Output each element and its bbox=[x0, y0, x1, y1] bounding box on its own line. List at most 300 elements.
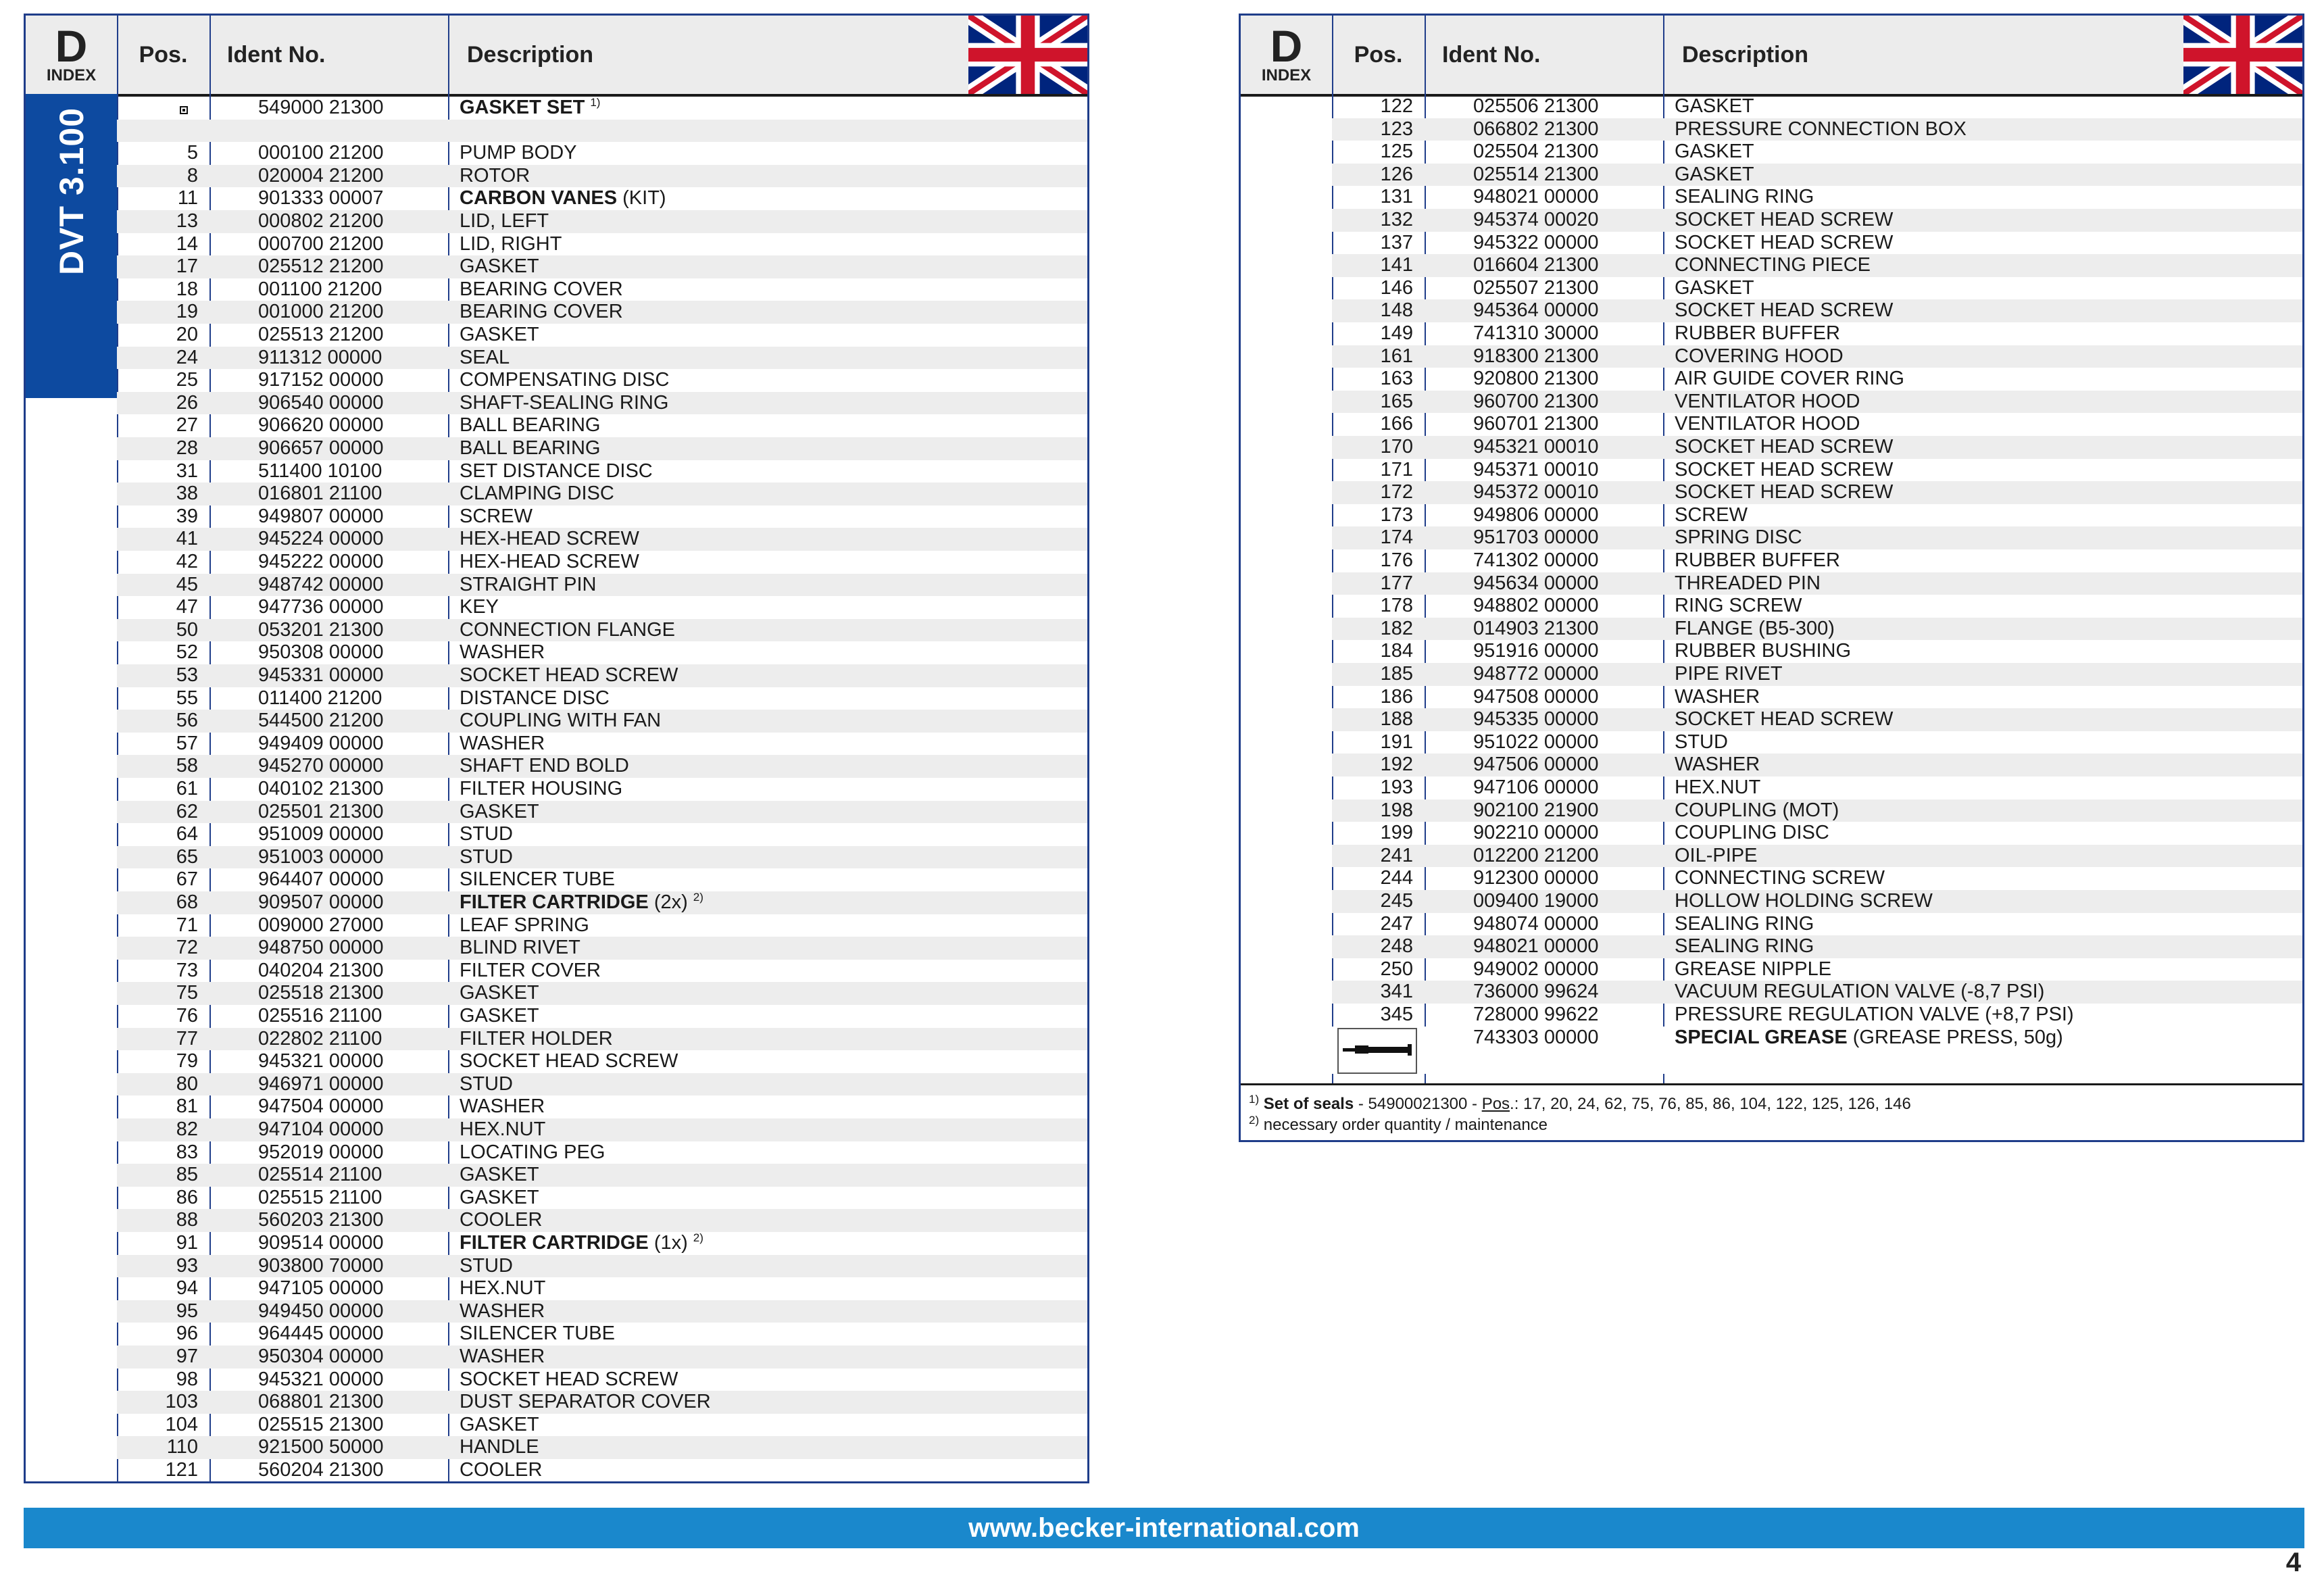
row-ident: 025507 21300 bbox=[1473, 276, 1599, 299]
footnote-1-title: Set of seals bbox=[1263, 1095, 1354, 1113]
table-row bbox=[117, 982, 1087, 1005]
header-pos: Pos. bbox=[1354, 41, 1403, 68]
row-description bbox=[448, 392, 674, 415]
row-ident: 014903 21300 bbox=[1473, 617, 1599, 639]
row-pos: 341 bbox=[1380, 981, 1413, 1003]
row-pos: 103 bbox=[165, 1391, 198, 1413]
row-ident: 964445 00000 bbox=[258, 1323, 384, 1345]
row-pos: 110 bbox=[166, 1436, 198, 1458]
row-pos: 19 bbox=[176, 301, 198, 323]
table-row bbox=[117, 574, 1087, 597]
table-row bbox=[1332, 754, 2302, 776]
row-pos: 137 bbox=[1380, 231, 1413, 253]
row-description-text: HEX.NUT bbox=[1675, 776, 1761, 798]
row-ident: 022802 21100 bbox=[258, 1027, 382, 1050]
row-pos: 245 bbox=[1380, 890, 1413, 912]
row-description bbox=[448, 324, 545, 347]
footnote-2-text: necessary order quantity / maintenance bbox=[1259, 1116, 1548, 1134]
row-description-text: SEALING RING bbox=[1675, 912, 1814, 935]
row-pos: 184 bbox=[1380, 640, 1413, 662]
row-description-text: FILTER HOLDER bbox=[460, 1027, 613, 1050]
row-description-text: PRESSURE REGULATION VALVE (+8,7 PSI) bbox=[1675, 1004, 2074, 1025]
row-pos: 163 bbox=[1380, 368, 1413, 390]
table-row bbox=[117, 255, 1087, 278]
table-row bbox=[1332, 686, 2302, 709]
row-ident: 945321 00000 bbox=[258, 1368, 384, 1390]
row-description-text: RUBBER BUSHING bbox=[1675, 640, 1852, 662]
row-ident: 025515 21100 bbox=[258, 1186, 382, 1208]
row-description bbox=[1663, 822, 1835, 845]
row-description bbox=[1663, 549, 1846, 572]
table-row bbox=[1332, 209, 2302, 232]
row-description-text: THREADED PIN bbox=[1675, 572, 1821, 594]
table-row bbox=[117, 868, 1087, 891]
row-description-text: DISTANCE DISC bbox=[460, 687, 610, 709]
row-pos: 248 bbox=[1380, 935, 1413, 958]
row-footnote-ref: 2) bbox=[693, 891, 703, 904]
table-row bbox=[117, 733, 1087, 756]
row-pos: 82 bbox=[176, 1118, 198, 1140]
row-description-text: SHAFT-SEALING RING bbox=[460, 391, 669, 414]
table-row bbox=[117, 97, 1087, 120]
row-pos: 146 bbox=[1380, 276, 1413, 299]
row-pos: 123 bbox=[1380, 118, 1413, 140]
row-pos: 50 bbox=[176, 618, 198, 641]
table-row bbox=[117, 1414, 1087, 1437]
row-description bbox=[448, 165, 535, 188]
row-description-text: ROTOR bbox=[460, 164, 530, 187]
table-row bbox=[117, 1005, 1087, 1028]
row-description-text: LEAF SPRING bbox=[460, 914, 589, 936]
row-description bbox=[448, 460, 658, 483]
row-description bbox=[1663, 981, 2050, 1004]
table-row bbox=[117, 1300, 1087, 1323]
row-ident: 741310 30000 bbox=[1473, 322, 1599, 344]
index-letter: D bbox=[1270, 21, 1303, 71]
row-ident: 917152 00000 bbox=[258, 369, 384, 391]
row-description bbox=[1663, 776, 1766, 799]
row-description bbox=[448, 574, 602, 597]
row-description bbox=[448, 1459, 547, 1482]
row-pos: 148 bbox=[1380, 299, 1413, 322]
row-footnote-ref: 1) bbox=[590, 96, 601, 109]
row-pos: 79 bbox=[176, 1050, 198, 1072]
row-description bbox=[1663, 595, 1808, 618]
row-description bbox=[1663, 890, 1938, 913]
row-description bbox=[1663, 413, 1865, 436]
row-ident: 025504 21300 bbox=[1473, 141, 1599, 163]
table-row bbox=[1332, 981, 2302, 1004]
row-description bbox=[448, 687, 615, 710]
row-description-text: WASHER bbox=[460, 1346, 545, 1367]
table-row bbox=[117, 483, 1087, 506]
row-description-text: GASKET bbox=[460, 255, 539, 278]
row-ident: 741302 00000 bbox=[1473, 549, 1599, 571]
uk-flag-icon bbox=[2183, 16, 2302, 94]
row-ident: 945270 00000 bbox=[258, 755, 384, 777]
row-description-text: COOLER bbox=[460, 1459, 543, 1481]
row-description bbox=[448, 437, 605, 460]
table-row bbox=[117, 1277, 1087, 1300]
table-row bbox=[117, 687, 1087, 710]
row-pos: 17 bbox=[176, 255, 198, 278]
row-description bbox=[1663, 845, 1763, 868]
row-description-text: WASHER bbox=[1675, 754, 1760, 776]
table-row bbox=[1332, 459, 2302, 482]
row-description-text: PUMP BODY bbox=[460, 142, 577, 164]
row-description-text: SEAL bbox=[460, 346, 510, 368]
row-description-text: GASKET bbox=[1675, 163, 1754, 185]
table-row bbox=[1332, 186, 2302, 209]
row-description bbox=[1663, 95, 1760, 118]
row-ident: 945371 00010 bbox=[1473, 458, 1599, 480]
row-description bbox=[448, 1323, 620, 1346]
row-ident: 950304 00000 bbox=[258, 1346, 384, 1367]
row-description-text: HEX.NUT bbox=[460, 1277, 546, 1300]
row-pos: 77 bbox=[176, 1027, 198, 1050]
row-pos: 73 bbox=[176, 959, 198, 981]
row-pos: 191 bbox=[1380, 731, 1413, 753]
row-description bbox=[1663, 1027, 2069, 1050]
row-pos: 42 bbox=[176, 551, 198, 572]
table-row bbox=[1332, 1004, 2302, 1027]
table-row bbox=[1332, 708, 2302, 731]
row-description bbox=[1663, 277, 1760, 300]
row-description-text: STRAIGHT PIN bbox=[460, 573, 597, 595]
row-description bbox=[1663, 663, 1788, 686]
row-pos: 85 bbox=[176, 1164, 198, 1186]
table-row bbox=[117, 347, 1087, 370]
row-ident: 960701 21300 bbox=[1473, 413, 1599, 435]
row-description-text: PRESSURE CONNECTION BOX bbox=[1675, 118, 1967, 140]
row-ident: 911312 00000 bbox=[258, 346, 382, 368]
row-description-text: KEY bbox=[460, 596, 499, 618]
footer-bar bbox=[24, 1508, 2304, 1548]
row-description bbox=[1663, 322, 1846, 345]
row-description bbox=[448, 1255, 518, 1278]
row-ident: 001100 21200 bbox=[258, 278, 382, 300]
table-row bbox=[117, 937, 1087, 960]
table-row bbox=[1332, 299, 2302, 322]
table-row bbox=[117, 392, 1087, 415]
row-description-text: SPRING DISC bbox=[1675, 526, 1802, 549]
row-description-text: (2x) bbox=[648, 891, 688, 913]
row-description bbox=[448, 619, 681, 642]
row-description-text: GREASE NIPPLE bbox=[1675, 958, 1832, 980]
row-ident: 949409 00000 bbox=[258, 732, 384, 754]
header-description: Description bbox=[1682, 41, 1809, 68]
table-row bbox=[117, 710, 1087, 733]
row-description bbox=[448, 891, 703, 914]
set-marker-icon bbox=[180, 106, 188, 114]
row-description bbox=[448, 1209, 547, 1232]
row-description bbox=[448, 301, 628, 324]
row-pos: 75 bbox=[176, 982, 198, 1004]
row-description bbox=[448, 755, 635, 778]
row-ident: 066802 21300 bbox=[1473, 118, 1599, 140]
row-description bbox=[1663, 164, 1760, 187]
row-description bbox=[448, 846, 518, 869]
table-row bbox=[117, 324, 1087, 347]
footnote-1-marker: 1) bbox=[1249, 1093, 1260, 1106]
row-pos: 8 bbox=[187, 164, 198, 187]
row-description-text: SOCKET HEAD SCREW bbox=[460, 664, 678, 686]
row-pos: 62 bbox=[176, 800, 198, 822]
row-footnote-ref: 2) bbox=[693, 1231, 703, 1245]
row-description bbox=[448, 233, 567, 256]
row-description-text: GASKET bbox=[460, 1186, 539, 1208]
row-description bbox=[1663, 254, 1876, 277]
row-ident: 011400 21200 bbox=[258, 687, 382, 709]
row-description-text: BEARING COVER bbox=[460, 278, 623, 300]
row-pos: 250 bbox=[1380, 958, 1413, 980]
table-row bbox=[117, 437, 1087, 460]
row-description bbox=[1663, 935, 1819, 958]
table-row bbox=[117, 1255, 1087, 1278]
row-description bbox=[1663, 618, 1840, 641]
index-cell bbox=[26, 16, 117, 94]
row-description-text: SOCKET HEAD SCREW bbox=[1675, 299, 1894, 322]
row-ident: 945372 00010 bbox=[1473, 481, 1599, 503]
row-pos: 165 bbox=[1380, 390, 1413, 412]
row-ident: 053201 21300 bbox=[258, 618, 384, 641]
table-row bbox=[1332, 845, 2302, 868]
table-row bbox=[117, 301, 1087, 324]
footer-url-link[interactable]: www.becker-international.com bbox=[968, 1512, 1360, 1543]
row-ident: 025518 21300 bbox=[258, 982, 384, 1004]
row-description-text: GASKET bbox=[460, 800, 539, 822]
row-ident: 025516 21100 bbox=[258, 1005, 382, 1027]
table-row bbox=[1332, 799, 2302, 822]
row-description bbox=[1663, 867, 1890, 890]
table-row bbox=[117, 823, 1087, 846]
row-ident: 949450 00000 bbox=[258, 1300, 384, 1322]
row-pos: 76 bbox=[176, 1005, 198, 1027]
table-row bbox=[117, 891, 1087, 914]
row-ident: 947736 00000 bbox=[258, 596, 384, 618]
row-ident: 947504 00000 bbox=[258, 1095, 384, 1118]
row-pos: 121 bbox=[165, 1459, 198, 1481]
row-ident: 012200 21200 bbox=[1473, 844, 1599, 866]
row-description bbox=[448, 914, 595, 937]
row-description-text: (GREASE PRESS, 50g) bbox=[1847, 1026, 2063, 1048]
row-ident: 947104 00000 bbox=[258, 1118, 384, 1140]
row-description-text: STUD bbox=[1675, 731, 1728, 753]
row-description-text: WASHER bbox=[460, 1095, 545, 1118]
row-pos: 126 bbox=[1380, 163, 1413, 185]
row-ident: 921500 50000 bbox=[258, 1436, 384, 1458]
table-row bbox=[117, 619, 1087, 642]
row-description-text: RING SCREW bbox=[1675, 595, 1802, 617]
row-ident: 000802 21200 bbox=[258, 210, 384, 232]
row-description-text: HEX.NUT bbox=[460, 1118, 546, 1140]
table-row bbox=[1332, 413, 2302, 436]
row-description bbox=[448, 1118, 551, 1141]
row-pos: 47 bbox=[176, 596, 198, 618]
row-description-text: LID, RIGHT bbox=[460, 232, 562, 255]
row-description bbox=[448, 1232, 703, 1255]
row-pos bbox=[117, 97, 198, 120]
row-description bbox=[1663, 391, 1865, 414]
row-pos: 27 bbox=[176, 414, 198, 437]
row-ident: 950308 00000 bbox=[258, 641, 384, 664]
table-row bbox=[117, 801, 1087, 824]
row-ident: 511400 10100 bbox=[258, 460, 382, 482]
table-row bbox=[117, 1187, 1087, 1210]
row-description bbox=[448, 278, 628, 301]
row-description bbox=[448, 1095, 550, 1118]
row-pos: 80 bbox=[176, 1072, 198, 1095]
row-description bbox=[448, 596, 504, 619]
table-row bbox=[117, 1141, 1087, 1164]
row-description-text: SOCKET HEAD SCREW bbox=[1675, 231, 1894, 253]
row-pos: 58 bbox=[176, 755, 198, 777]
row-description-text: SOCKET HEAD SCREW bbox=[1675, 209, 1894, 230]
row-pos: 31 bbox=[176, 460, 198, 482]
table-row bbox=[1332, 118, 2302, 141]
row-pos: 67 bbox=[176, 868, 198, 891]
row-ident: 945222 00000 bbox=[258, 551, 384, 572]
row-description-text: SOCKET HEAD SCREW bbox=[1675, 458, 1894, 480]
row-ident: 945322 00000 bbox=[1473, 231, 1599, 253]
row-description-text: FILTER COVER bbox=[460, 959, 601, 981]
row-ident: 951916 00000 bbox=[1473, 640, 1599, 662]
row-pos: 176 bbox=[1380, 549, 1413, 571]
row-ident: 964407 00000 bbox=[258, 868, 384, 891]
row-description bbox=[448, 506, 538, 528]
row-description-text: HOLLOW HOLDING SCREW bbox=[1675, 890, 1933, 912]
table-row bbox=[1332, 277, 2302, 300]
row-description bbox=[1663, 1004, 2079, 1027]
header-pos: Pos. bbox=[139, 41, 188, 68]
row-ident: 000100 21200 bbox=[258, 142, 384, 164]
row-description bbox=[448, 347, 515, 370]
row-pos: 96 bbox=[176, 1323, 198, 1345]
row-pos: 173 bbox=[1380, 503, 1413, 526]
row-ident: 952019 00000 bbox=[258, 1141, 384, 1163]
table-row bbox=[117, 1369, 1087, 1391]
row-description-text: CONNECTING PIECE bbox=[1675, 254, 1871, 276]
table-row bbox=[117, 1459, 1087, 1482]
footnotes bbox=[1241, 1083, 2302, 1140]
table-row bbox=[1332, 164, 2302, 187]
row-description bbox=[1663, 232, 1898, 255]
table-row bbox=[117, 369, 1087, 392]
row-pos: 161 bbox=[1380, 345, 1413, 367]
row-description bbox=[1663, 754, 1765, 776]
row-pos: 52 bbox=[176, 641, 198, 664]
table-row bbox=[1332, 822, 2302, 845]
row-pos: 24 bbox=[176, 346, 198, 368]
table-row bbox=[117, 1323, 1087, 1346]
row-description-text: WASHER bbox=[460, 732, 545, 754]
grease-press-icon bbox=[1337, 1028, 1417, 1074]
row-ident: 951703 00000 bbox=[1473, 526, 1599, 549]
row-pos: 26 bbox=[176, 391, 198, 414]
table-row bbox=[1332, 640, 2302, 663]
row-pos: 93 bbox=[176, 1254, 198, 1277]
table-row bbox=[1332, 504, 2302, 527]
row-ident: 909507 00000 bbox=[258, 891, 384, 913]
row-ident: 960700 21300 bbox=[1473, 390, 1599, 412]
row-description-bold: GASKET SET bbox=[460, 97, 585, 118]
row-description-text: SOCKET HEAD SCREW bbox=[460, 1368, 678, 1390]
footnote-1-text-b: .: 17, 20, 24, 62, 75, 76, 85, 86, 104, 122, 125, 126, 146 bbox=[1510, 1095, 1911, 1113]
row-ident: 001000 21200 bbox=[258, 301, 384, 323]
row-description-text: SOCKET HEAD SCREW bbox=[1675, 436, 1894, 458]
row-ident: 902100 21900 bbox=[1473, 799, 1599, 821]
row-description bbox=[448, 483, 620, 506]
row-description bbox=[448, 1141, 610, 1164]
row-ident: 948772 00000 bbox=[1473, 663, 1599, 685]
header-ident: Ident No. bbox=[227, 41, 326, 68]
table-row bbox=[1332, 776, 2302, 799]
row-description bbox=[1663, 958, 1837, 981]
row-pos: 170 bbox=[1380, 436, 1413, 458]
row-pos: 56 bbox=[176, 710, 198, 732]
row-ident: 945374 00020 bbox=[1473, 209, 1599, 230]
table-row bbox=[1332, 618, 2302, 641]
table-row bbox=[1332, 481, 2302, 504]
row-description bbox=[1663, 504, 1753, 527]
row-pos: 185 bbox=[1380, 663, 1413, 685]
row-description-text: STUD bbox=[460, 1072, 513, 1095]
row-pos: 71 bbox=[176, 914, 198, 936]
row-description bbox=[448, 1300, 550, 1323]
row-description bbox=[448, 733, 550, 756]
row-pos: 199 bbox=[1380, 822, 1413, 844]
parts-table-left bbox=[24, 14, 1089, 1483]
row-pos: 174 bbox=[1380, 526, 1413, 549]
row-ident: 560204 21300 bbox=[258, 1459, 384, 1481]
table-row bbox=[117, 120, 1087, 143]
table-row bbox=[117, 187, 1087, 210]
row-description bbox=[1663, 345, 1849, 368]
row-description-text: SOCKET HEAD SCREW bbox=[1675, 481, 1894, 503]
row-description-text: COMPENSATING DISC bbox=[460, 369, 670, 391]
row-description-bold: FILTER CARTRIDGE bbox=[460, 1232, 649, 1254]
table-row bbox=[1332, 913, 2302, 936]
row-pos: 193 bbox=[1380, 776, 1413, 798]
row-description bbox=[448, 1436, 545, 1459]
row-ident: 016801 21100 bbox=[258, 483, 382, 505]
row-ident: 948021 00000 bbox=[1473, 935, 1599, 958]
table-row bbox=[117, 506, 1087, 528]
row-pos: 198 bbox=[1380, 799, 1413, 821]
row-ident: 902210 00000 bbox=[1473, 822, 1599, 844]
row-pos: 13 bbox=[176, 210, 198, 232]
row-description-text: FILTER HOUSING bbox=[460, 778, 623, 799]
table-row bbox=[1332, 526, 2302, 549]
row-pos: 98 bbox=[176, 1368, 198, 1390]
table-row bbox=[1332, 549, 2302, 572]
row-pos: 28 bbox=[176, 437, 198, 459]
row-description bbox=[448, 868, 620, 891]
table-row bbox=[1332, 958, 2302, 981]
table-row bbox=[117, 1118, 1087, 1141]
row-ident: 912300 00000 bbox=[1473, 867, 1599, 889]
footnote-1-text-a: - 54900021300 - bbox=[1354, 1095, 1482, 1113]
table-row bbox=[117, 596, 1087, 619]
row-description-text: STUD bbox=[460, 845, 513, 868]
row-pos: 83 bbox=[176, 1141, 198, 1163]
table-row bbox=[117, 960, 1087, 983]
row-pos: 72 bbox=[176, 937, 198, 959]
row-description-text: SOCKET HEAD SCREW bbox=[460, 1050, 678, 1072]
row-ident: 945321 00000 bbox=[258, 1050, 384, 1072]
row-ident: 949806 00000 bbox=[1473, 503, 1599, 526]
row-pos: 141 bbox=[1380, 254, 1413, 276]
